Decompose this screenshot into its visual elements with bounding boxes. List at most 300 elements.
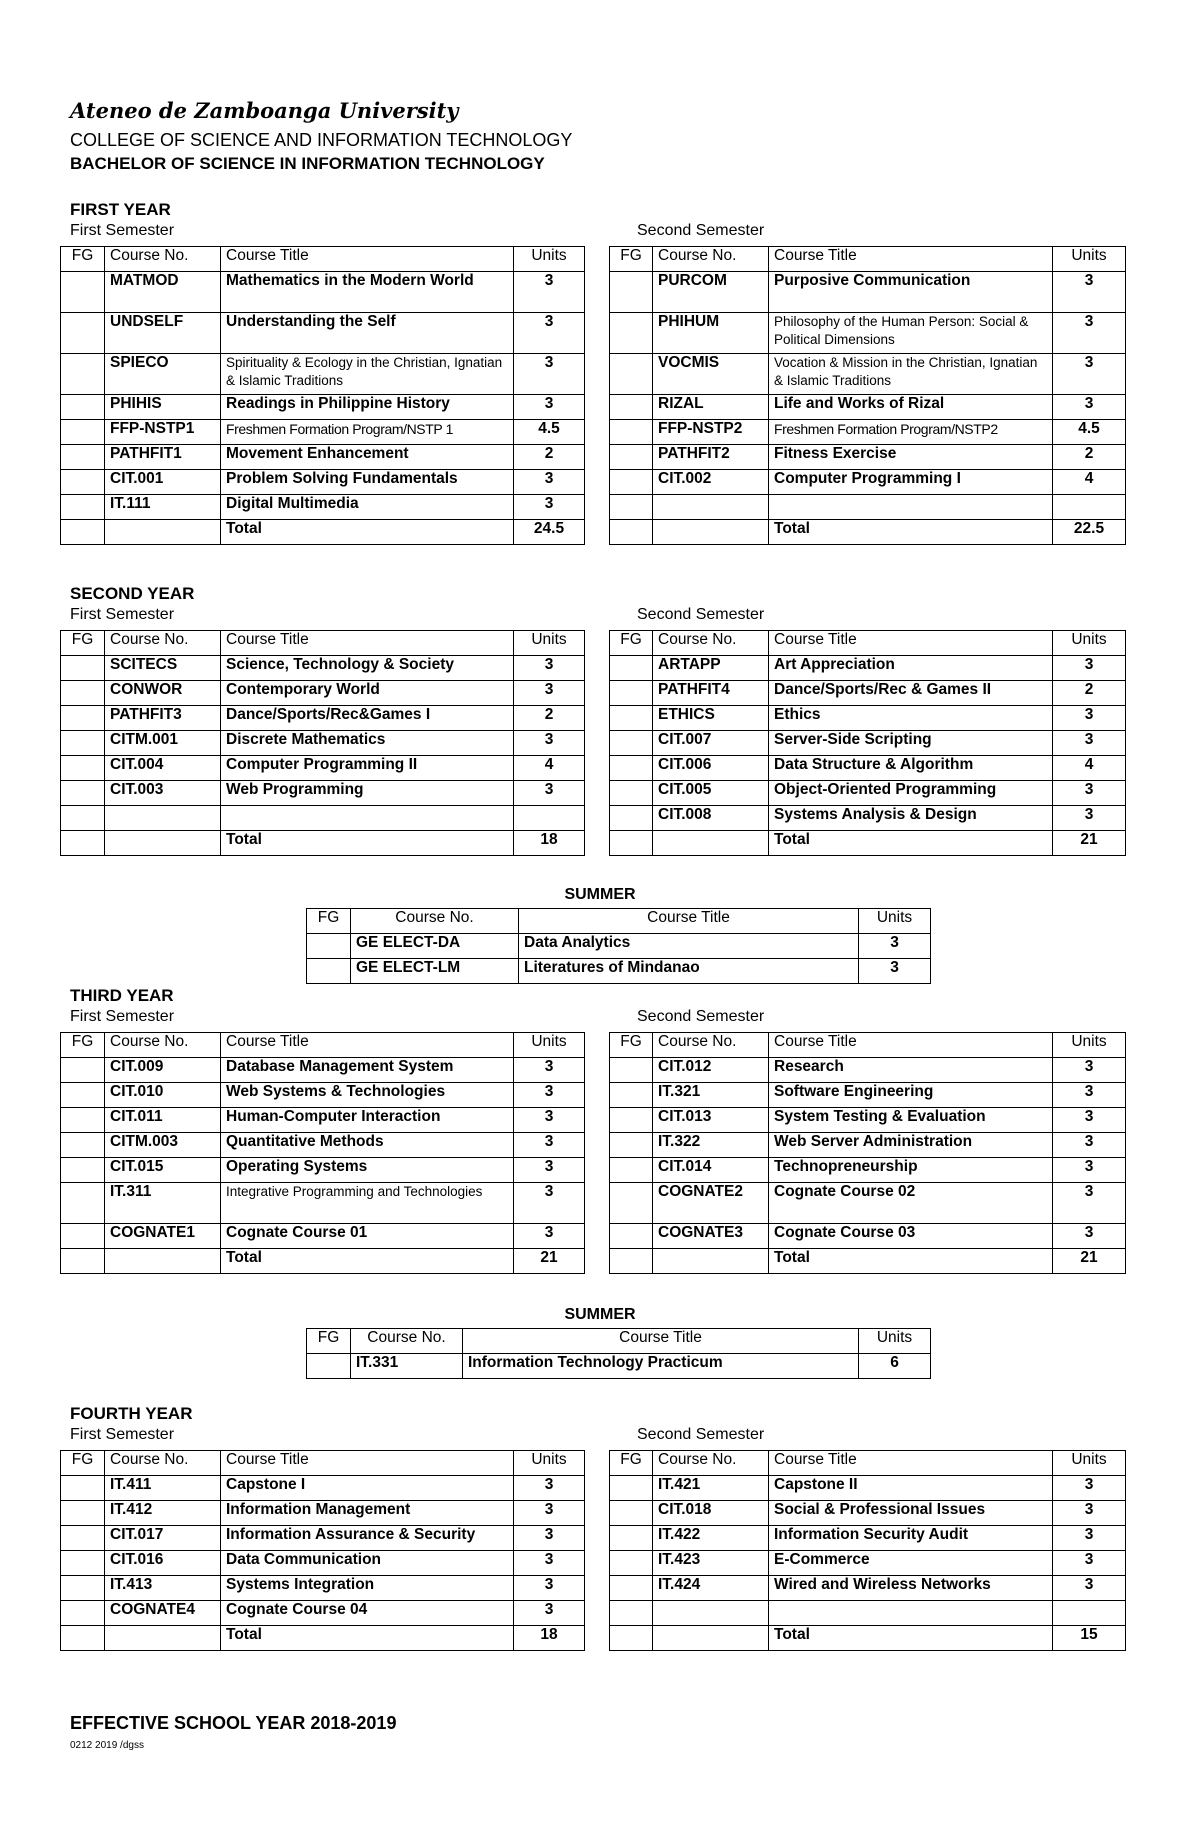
course-title: Information Management [221,1501,514,1526]
course-units: 3 [514,1476,585,1501]
course-no: IT.322 [653,1133,769,1158]
course-title: System Testing & Evaluation [769,1108,1053,1133]
table-row [610,445,1126,470]
course-units: 2 [1053,681,1126,706]
course-no: MATMOD [105,272,221,313]
course-table [609,630,1126,856]
course-title: Philosophy of the Human Person: Social & Political Dimensions [769,313,1053,354]
course-units: 2 [1053,445,1126,470]
col-units: Units [1053,631,1126,656]
course-title: Computer Programming II [221,756,514,781]
course-no: CIT.014 [653,1158,769,1183]
col-course-no: Course No. [105,631,221,656]
course-units: 3 [1053,731,1126,756]
course-no: PATHFIT2 [653,445,769,470]
course-no: IT.321 [653,1083,769,1108]
total-row [61,831,585,856]
col-course-no: Course No. [653,247,769,272]
total-label: Total [221,520,514,545]
col-fg: FG [610,247,653,272]
course-units: 3 [1053,1501,1126,1526]
course-units: 3 [1053,1224,1126,1249]
course-no: FFP-NSTP2 [653,420,769,445]
course-units: 3 [1053,272,1126,313]
course-units: 3 [514,313,585,354]
course-table [60,1450,585,1651]
total-units: 24.5 [514,520,585,545]
col-units: Units [514,247,585,272]
course-units: 3 [514,1501,585,1526]
table-row [610,420,1126,445]
table-row [61,1183,585,1224]
course-no: PATHFIT3 [105,706,221,731]
table-row [307,959,931,984]
course-no: PURCOM [653,272,769,313]
course-units: 3 [514,1576,585,1601]
course-units: 4 [514,756,585,781]
course-units: 3 [514,1133,585,1158]
col-fg: FG [610,1033,653,1058]
table-row [307,934,931,959]
col-course-title: Course Title [769,247,1053,272]
semester-label: Second Semester [637,222,765,239]
course-units: 3 [1053,806,1126,831]
document-code: 0212 2019 /dgss [70,1740,144,1751]
course-units: 3 [1053,706,1126,731]
course-no: IT.421 [653,1476,769,1501]
total-row [610,1249,1126,1274]
col-course-title: Course Title [221,631,514,656]
total-label: Total [221,1626,514,1651]
course-no: CIT.002 [653,470,769,495]
table-row [610,656,1126,681]
course-no: CIT.006 [653,756,769,781]
table-row [61,395,585,420]
course-title: Fitness Exercise [769,445,1053,470]
col-units: Units [1053,247,1126,272]
table-row [610,1601,1126,1626]
total-row [61,1249,585,1274]
col-fg: FG [61,1451,105,1476]
col-course-no: Course No. [105,1451,221,1476]
course-title: Readings in Philippine History [221,395,514,420]
table-row [610,1183,1126,1224]
course-no: RIZAL [653,395,769,420]
course-units: 2 [514,706,585,731]
table-row [61,731,585,756]
course-title: Cognate Course 01 [221,1224,514,1249]
course-no: IT.331 [351,1354,463,1379]
course-units: 4.5 [514,420,585,445]
course-no: CIT.015 [105,1158,221,1183]
course-units: 3 [514,1058,585,1083]
course-no: COGNATE4 [105,1601,221,1626]
total-units: 18 [514,831,585,856]
table-row [61,1224,585,1249]
course-title: Database Management System [221,1058,514,1083]
course-title: Human-Computer Interaction [221,1108,514,1133]
course-title: Freshmen Formation Program/NSTP2 [769,420,1053,445]
table-row [610,806,1126,831]
course-no: IT.412 [105,1501,221,1526]
course-title: Software Engineering [769,1083,1053,1108]
course-title: Art Appreciation [769,656,1053,681]
course-table [60,246,585,545]
total-row [610,520,1126,545]
total-label: Total [769,1626,1053,1651]
total-label: Total [769,520,1053,545]
course-units: 3 [859,959,931,984]
total-row [61,1626,585,1651]
course-no: CITM.003 [105,1133,221,1158]
course-units: 3 [514,395,585,420]
course-no: IT.111 [105,495,221,520]
program-name: BACHELOR OF SCIENCE IN INFORMATION TECHNOLOGY [70,154,545,173]
course-units: 3 [859,934,931,959]
table-row [610,1133,1126,1158]
course-title: Web Server Administration [769,1133,1053,1158]
total-units: 21 [1053,1249,1126,1274]
total-row [610,1626,1126,1651]
table-row [61,1501,585,1526]
col-course-title: Course Title [769,631,1053,656]
course-title: Purposive Communication [769,272,1053,313]
course-units: 3 [514,1158,585,1183]
table-row [61,1108,585,1133]
course-units: 3 [1053,1133,1126,1158]
course-units: 3 [514,681,585,706]
col-fg: FG [61,1033,105,1058]
course-units: 3 [514,1108,585,1133]
course-no: PHIHIS [105,395,221,420]
course-title: Object-Oriented Programming [769,781,1053,806]
col-units: Units [859,909,931,934]
course-no: PATHFIT4 [653,681,769,706]
col-course-no: Course No. [105,1033,221,1058]
table-row [610,781,1126,806]
course-no: GE ELECT-LM [351,959,519,984]
table-row [610,470,1126,495]
course-no: IT.423 [653,1551,769,1576]
course-table [60,1032,585,1274]
table-row [61,354,585,395]
course-no: VOCMIS [653,354,769,395]
course-title: Mathematics in the Modern World [221,272,514,313]
table-row [61,806,585,831]
table-row [610,706,1126,731]
course-units: 3 [1053,395,1126,420]
course-no: GE ELECT-DA [351,934,519,959]
semester-label: Second Semester [637,1008,765,1025]
course-title: Data Structure & Algorithm [769,756,1053,781]
col-units: Units [1053,1033,1126,1058]
col-fg: FG [307,909,351,934]
table-row [610,313,1126,354]
course-units: 3 [514,1551,585,1576]
col-course-title: Course Title [221,1451,514,1476]
course-no: COGNATE3 [653,1224,769,1249]
course-title: E-Commerce [769,1551,1053,1576]
col-units: Units [859,1329,931,1354]
col-course-title: Course Title [519,909,859,934]
course-no: UNDSELF [105,313,221,354]
course-title: Data Analytics [519,934,859,959]
course-no: CIT.010 [105,1083,221,1108]
semester-label: First Semester [70,1426,175,1443]
course-title: Systems Integration [221,1576,514,1601]
course-no: COGNATE1 [105,1224,221,1249]
course-units: 3 [514,1224,585,1249]
total-units: 21 [514,1249,585,1274]
course-title: Dance/Sports/Rec & Games II [769,681,1053,706]
total-row [61,520,585,545]
table-row [61,1158,585,1183]
course-title: Cognate Course 04 [221,1601,514,1626]
col-course-no: Course No. [653,1033,769,1058]
total-units: 15 [1053,1626,1126,1651]
course-units: 3 [1053,656,1126,681]
table-row [610,1083,1126,1108]
course-title: Research [769,1058,1053,1083]
table-row [61,756,585,781]
course-title: Wired and Wireless Networks [769,1576,1053,1601]
course-units: 3 [1053,1058,1126,1083]
col-course-no: Course No. [653,631,769,656]
course-title: Science, Technology & Society [221,656,514,681]
table-header [61,247,585,272]
col-fg: FG [61,631,105,656]
table-row [610,1058,1126,1083]
course-no: CIT.013 [653,1108,769,1133]
course-units: 3 [1053,313,1126,354]
table-row [307,1354,931,1379]
table-row [61,1601,585,1626]
course-no: ARTAPP [653,656,769,681]
table-header [610,1451,1126,1476]
course-no: CIT.018 [653,1501,769,1526]
effective-school-year: EFFECTIVE SCHOOL YEAR 2018-2019 [70,1713,397,1733]
course-units: 4 [1053,756,1126,781]
table-row [610,1576,1126,1601]
course-units: 3 [1053,781,1126,806]
semester-label: Second Semester [637,606,765,623]
col-course-title: Course Title [769,1451,1053,1476]
course-units: 3 [514,656,585,681]
year-title: SECOND YEAR [70,584,195,603]
table-header [610,247,1126,272]
course-no: CIT.001 [105,470,221,495]
course-title: Literatures of Mindanao [519,959,859,984]
course-title: Systems Analysis & Design [769,806,1053,831]
course-title: Spirituality & Ecology in the Christian, Ignatian & Islamic Traditions [221,354,514,395]
course-title: Web Programming [221,781,514,806]
table-row [610,756,1126,781]
semester-label: Second Semester [637,1426,765,1443]
total-label: Total [769,1249,1053,1274]
course-title: Information Security Audit [769,1526,1053,1551]
summer-table [306,1328,931,1379]
table-row [61,781,585,806]
course-units: 6 [859,1354,931,1379]
course-units: 3 [1053,354,1126,395]
course-title: Movement Enhancement [221,445,514,470]
course-title: Freshmen Formation Program/NSTP 1 [221,420,514,445]
course-units: 3 [1053,1476,1126,1501]
course-no: CIT.003 [105,781,221,806]
semester-label: First Semester [70,222,175,239]
total-units: 18 [514,1626,585,1651]
course-title: Capstone II [769,1476,1053,1501]
course-title: Server-Side Scripting [769,731,1053,756]
table-row [610,1224,1126,1249]
table-header [307,1329,931,1354]
table-header [61,631,585,656]
summer-label: SUMMER [564,1306,636,1323]
table-header [610,1033,1126,1058]
table-row [610,1551,1126,1576]
course-no: IT.411 [105,1476,221,1501]
course-units: 3 [514,1601,585,1626]
year-title: FIRST YEAR [70,200,171,219]
semester-label: First Semester [70,606,175,623]
table-header [61,1033,585,1058]
col-course-no: Course No. [653,1451,769,1476]
course-title: Operating Systems [221,1158,514,1183]
table-row [61,272,585,313]
col-fg: FG [307,1329,351,1354]
col-course-no: Course No. [105,247,221,272]
summer-table [306,908,931,984]
col-fg: FG [610,1451,653,1476]
table-row [61,681,585,706]
course-units: 3 [514,781,585,806]
course-no: SPIECO [105,354,221,395]
course-no: IT.422 [653,1526,769,1551]
col-course-no: Course No. [351,1329,463,1354]
year-title: FOURTH YEAR [70,1404,193,1423]
course-title: Cognate Course 03 [769,1224,1053,1249]
course-title: Life and Works of Rizal [769,395,1053,420]
year-title: THIRD YEAR [70,986,174,1005]
course-title: Integrative Programming and Technologies [221,1183,514,1224]
course-units: 3 [514,495,585,520]
col-fg: FG [61,247,105,272]
course-no: CONWOR [105,681,221,706]
course-no: PATHFIT1 [105,445,221,470]
table-header [307,909,931,934]
table-row [61,706,585,731]
table-row [610,1476,1126,1501]
table-row [610,272,1126,313]
course-title: Contemporary World [221,681,514,706]
course-units: 3 [514,731,585,756]
course-title: Discrete Mathematics [221,731,514,756]
course-units: 4 [1053,470,1126,495]
course-title: Vocation & Mission in the Christian, Ignatian & Islamic Traditions [769,354,1053,395]
table-row [610,1501,1126,1526]
course-units: 3 [514,272,585,313]
course-title: Information Technology Practicum [463,1354,859,1379]
course-units: 3 [1053,1108,1126,1133]
table-row [610,354,1126,395]
summer-label: SUMMER [564,886,636,903]
course-no: CITM.001 [105,731,221,756]
course-no: CIT.016 [105,1551,221,1576]
course-units: 3 [1053,1158,1126,1183]
col-course-title: Course Title [221,247,514,272]
table-row [610,1158,1126,1183]
table-row [610,495,1126,520]
table-row [61,1476,585,1501]
course-no: IT.413 [105,1576,221,1601]
table-row [61,1058,585,1083]
total-units: 21 [1053,831,1126,856]
course-table [60,630,585,856]
table-row [61,1133,585,1158]
course-units: 3 [1053,1083,1126,1108]
table-header [61,1451,585,1476]
table-header [610,631,1126,656]
table-row [61,445,585,470]
course-title: Quantitative Methods [221,1133,514,1158]
course-title: Web Systems & Technologies [221,1083,514,1108]
course-no: CIT.004 [105,756,221,781]
table-row [61,656,585,681]
course-units: 3 [514,1183,585,1224]
course-no: PHIHUM [653,313,769,354]
course-table [609,1032,1126,1274]
course-units: 3 [1053,1183,1126,1224]
table-row [61,420,585,445]
table-row [61,1083,585,1108]
course-no: CIT.008 [653,806,769,831]
course-title: Technopreneurship [769,1158,1053,1183]
course-units: 3 [514,1526,585,1551]
university-name: Ateneo de Zamboanga University [70,98,459,123]
course-no: CIT.017 [105,1526,221,1551]
course-no: IT.311 [105,1183,221,1224]
course-title: Dance/Sports/Rec&Games I [221,706,514,731]
col-fg: FG [610,631,653,656]
course-title: Computer Programming I [769,470,1053,495]
course-no: CIT.012 [653,1058,769,1083]
col-units: Units [514,1033,585,1058]
course-no: CIT.011 [105,1108,221,1133]
course-no: CIT.007 [653,731,769,756]
course-title: Problem Solving Fundamentals [221,470,514,495]
course-table [609,1450,1126,1651]
course-units: 2 [514,445,585,470]
course-units: 3 [514,1083,585,1108]
total-label: Total [221,831,514,856]
total-row [610,831,1126,856]
table-row [610,1108,1126,1133]
table-row [61,313,585,354]
course-no: CIT.009 [105,1058,221,1083]
course-title: Capstone I [221,1476,514,1501]
course-units: 3 [514,354,585,395]
col-course-title: Course Title [221,1033,514,1058]
col-units: Units [514,631,585,656]
table-row [61,495,585,520]
course-units: 4.5 [1053,420,1126,445]
total-label: Total [769,831,1053,856]
semester-label: First Semester [70,1008,175,1025]
col-course-title: Course Title [463,1329,859,1354]
table-row [610,731,1126,756]
course-title: Data Communication [221,1551,514,1576]
table-row [61,1526,585,1551]
